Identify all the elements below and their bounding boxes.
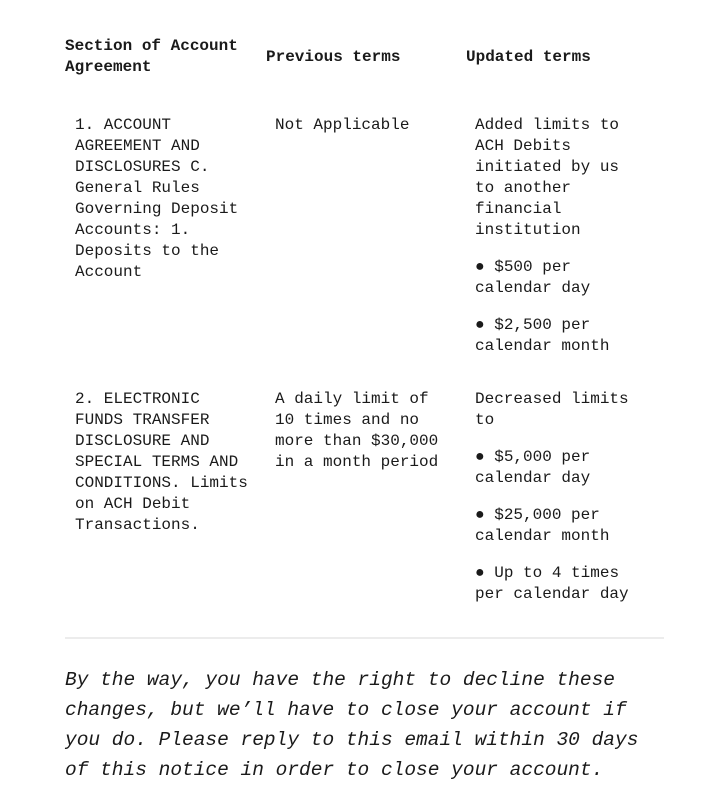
table-row-1 — [65, 115, 726, 357]
bullet-text: $2,500 per calendar month — [475, 316, 610, 355]
section-cell: 2. ELECTRONIC FUNDS TRANSFER DISCLOSURE AND SPECIAL TERMS AND CONDITIONS. Limits on ACH Debit Transactions. — [75, 390, 248, 534]
bullet-text: $5,000 per calendar day — [475, 448, 591, 487]
updated-terms-cell — [466, 115, 640, 357]
table-header-row — [65, 36, 726, 78]
bullet-icon: ● — [475, 448, 485, 466]
previous-terms-cell: A daily limit of 10 times and no more than $30,000 in a month period — [275, 390, 439, 471]
updated-terms-cell — [466, 389, 640, 605]
bullet-item — [475, 505, 640, 547]
column-header-updated-terms: Updated terms — [466, 47, 591, 66]
updated-terms-text: Decreased limits to — [475, 390, 629, 429]
decline-notice-paragraph: By the way, you have the right to decline these changes, but we’ll have to close your account if you do. Please reply to this email within 30 days of this notice in order to close your account. — [65, 669, 639, 781]
updated-terms-text: Added limits to ACH Debits initiated by us to another financial institution — [475, 116, 620, 239]
bullet-item — [475, 257, 640, 299]
column-header-section: Section of Account Agreement — [65, 37, 238, 76]
bullet-icon: ● — [475, 258, 485, 276]
bullet-item — [475, 563, 640, 605]
bullet-text: Up to 4 times per calendar day — [475, 564, 629, 603]
bullet-icon: ● — [475, 506, 485, 524]
table-row-2 — [65, 389, 726, 605]
previous-terms-cell: Not Applicable — [275, 116, 410, 134]
bullet-item — [475, 315, 640, 357]
section-cell: 1. ACCOUNT AGREEMENT AND DISCLOSURES C. General Rules Governing Deposit Accounts: 1. Deposits to the Account — [75, 116, 239, 281]
section-divider — [65, 637, 664, 639]
bullet-item — [475, 447, 640, 489]
bullet-icon: ● — [475, 564, 485, 582]
column-header-previous-terms: Previous terms — [266, 47, 401, 66]
bullet-text: $500 per calendar day — [475, 258, 591, 297]
bullet-text: $25,000 per calendar month — [475, 506, 610, 545]
bullet-icon: ● — [475, 316, 485, 334]
